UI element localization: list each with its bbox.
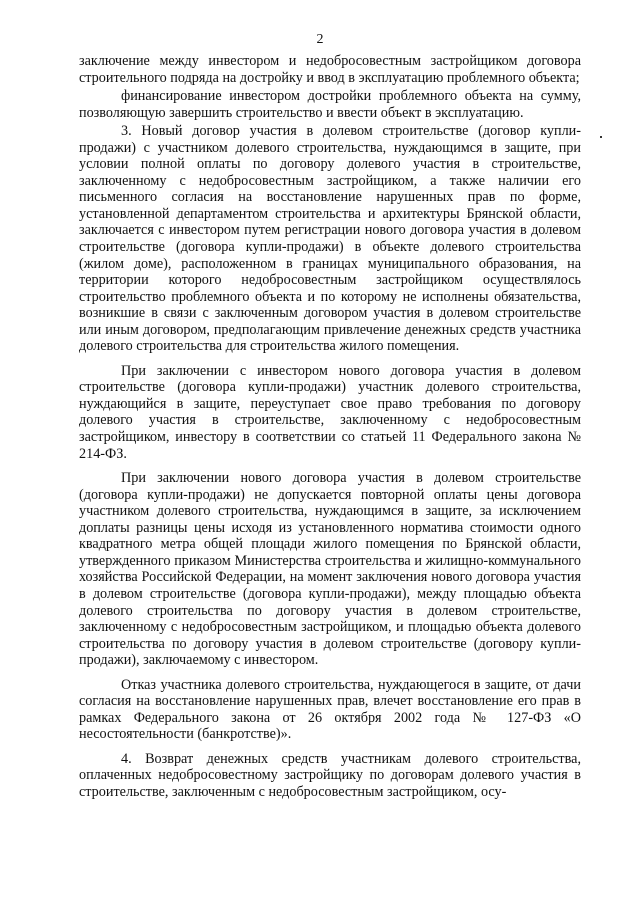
page-number: 2 — [316, 32, 324, 47]
paragraph-no-repeat-payment: При заключении нового договора участия в долевом строительстве (договора купли-продажи) не допускается повторной оплаты цены договора участником долевого строительства, нуждающимся в защите, за исключением доплаты разницы цены исходя из установленного норматива стоимости одного квадратного метра общей площади жилого помещения по Брянской области, утвержденного приказом Министерства строительства и жилищно-коммунального хозяйства Российской Федерации, на момент заключения нового договора участия в долевом строительстве (договора купли-продажи), между площадью объекта долевого строительства по договору участия в долевом строительстве, заключенному с недобросовестным застройщиком, и площадью объекта долевого строительства по договору участия в долевом строительстве (договору купли-продажи), заключаемому с инвестором. — [79, 470, 581, 669]
paragraph-item-3: 3. Новый договор участия в долевом строительстве (договор купли-продажи) с участником долевого строительства, нуждающимся в защите, при условии полной оплаты по договору долевого участия в строительстве, заключенному с недобросовестным застройщиком, а также наличии его письменного согласия на восстановление нарушенных прав по форме, установленной департаментом строительства и архитектуры Брянской области, заключается с инвестором путем регистрации нового договора участия в долевом строительстве (договора купли-продажи) в объекте долевого строительства (жилом доме), расположенном в границах муниципального образования, на территории которого недобросовестным застройщиком осуществлялось строительство проблемного объекта и по которому не исполнены обязательства, возникшие в связи с заключенным договором участия в долевом строительстве или иным договором, предполагающим привлечение денежных средств участника долевого строительства для строительства жилого помещения. — [79, 123, 581, 355]
paragraph-item-4: 4. Возврат денежных средств участникам долевого строительства, оплаченных недобросовестному застройщику по договорам долевого участия в строительстве, заключенным с недобросовестным застройщиком, осу- — [79, 750, 581, 800]
scan-speck — [600, 136, 602, 138]
paragraph-refusal: Отказ участника долевого строительства, нуждающегося в защите, от дачи согласия на восстановление нарушенных прав, влечет восстановление его прав в рамках Федерального закона от 26 октября 2002 года № 127-ФЗ «О несостоятельности (банкротстве)». — [79, 676, 581, 743]
paragraph-conclusion-contract: заключение между инвестором и недобросовестным застройщиком договора строительного подряда на достройку и ввод в эксплуатацию проблемного объекта; — [79, 53, 581, 86]
paragraph-financing: финансирование инвестором достройки проблемного объекта на сумму, позволяющую завершить строительство и ввести объект в эксплуатацию. — [79, 88, 581, 121]
paragraph-assignment: При заключении с инвестором нового договора участия в долевом строительстве (договора купли-продажи) участник долевого строительства, нуждающийся в защите, переуступает свое право требования по договору долевого участия в строительстве, заключенному с недобросовестным застройщиком, инвестору в соответствии со статьей 11 Федерального закона № 214-ФЗ. — [79, 362, 581, 462]
document-body — [79, 53, 581, 801]
